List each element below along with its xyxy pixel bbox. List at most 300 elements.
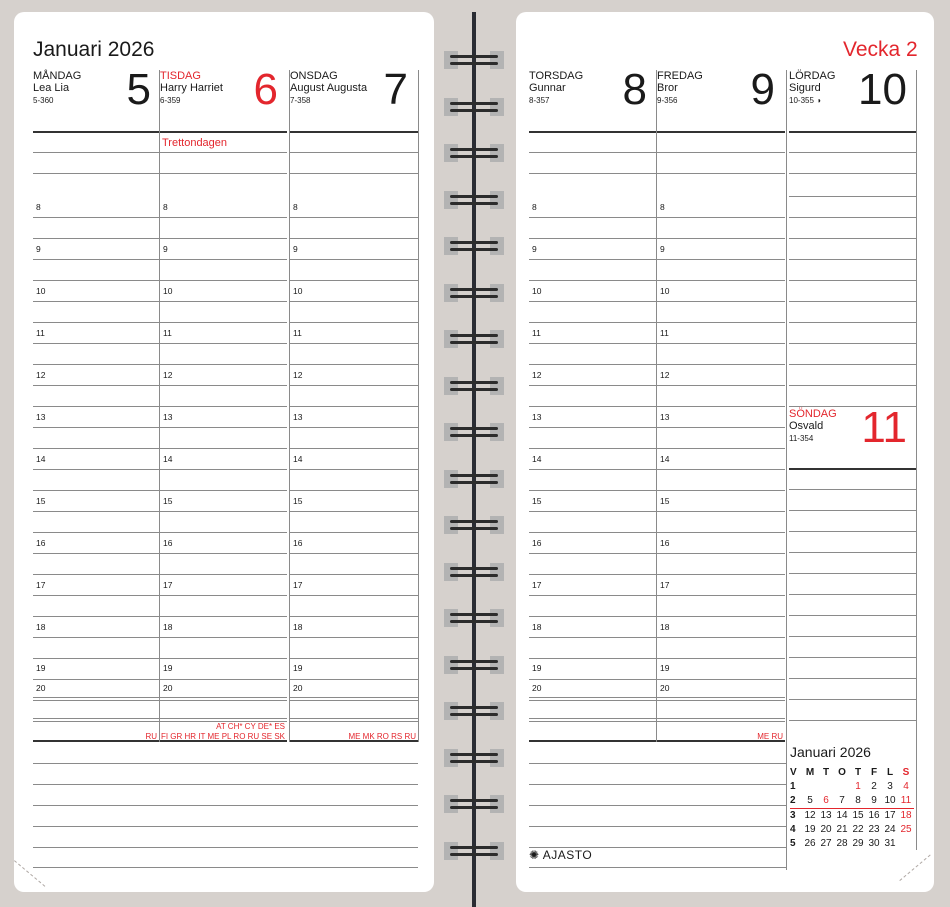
calendar-day: 30 (868, 838, 880, 849)
country-note: ME MK RO RS RU (348, 732, 416, 741)
hour-label: 16 (293, 538, 303, 548)
ruled-line (529, 152, 656, 153)
brand-name: AJASTO (542, 848, 593, 862)
ruled-line (789, 468, 916, 470)
ring-wire (450, 155, 498, 158)
hour-label: 12 (163, 370, 173, 380)
ruled-line (290, 173, 418, 174)
calendar-day: 31 (884, 838, 896, 849)
ruled-line (657, 173, 785, 174)
ruled-line (160, 259, 287, 260)
hour-label: 12 (293, 370, 303, 380)
hour-label: 11 (293, 328, 302, 338)
name-day: August Augusta (290, 82, 368, 94)
ring-hole-right (490, 795, 504, 813)
ring-hole-right (490, 377, 504, 395)
ruled-line (789, 594, 916, 595)
calendar-day: 22 (852, 824, 864, 835)
ring-hole-left (444, 656, 458, 674)
day-header (657, 65, 779, 120)
calendar-day: 27 (820, 838, 832, 849)
ruled-line (290, 511, 418, 512)
ruled-line (160, 131, 287, 133)
hour-label: 16 (163, 538, 173, 548)
ruled-line (529, 867, 786, 868)
ring-hole-left (444, 377, 458, 395)
ruled-line (33, 718, 159, 719)
hour-label: 8 (163, 202, 168, 212)
day-of-year: 9-356 (657, 96, 678, 105)
column-divider (656, 70, 657, 742)
ring-wire (450, 667, 498, 670)
ruled-line (290, 343, 418, 344)
hour-label: 10 (163, 286, 173, 296)
ruled-line (657, 238, 785, 239)
ruled-line (789, 343, 916, 344)
hour-label: 15 (660, 496, 670, 506)
ruled-line (33, 343, 159, 344)
weekday-label: F (870, 767, 878, 778)
ruled-line (657, 259, 785, 260)
ruled-line (290, 595, 418, 596)
day-name: SÖNDAG (789, 408, 837, 420)
ruled-line (33, 867, 418, 868)
ruled-line (160, 574, 287, 575)
ruled-line (789, 196, 916, 197)
mini-calendar-week (790, 823, 914, 837)
hour-label: 15 (293, 496, 303, 506)
ruled-line (33, 173, 159, 174)
ruled-line (33, 322, 159, 323)
ruled-line (529, 553, 656, 554)
ruled-line (657, 511, 785, 512)
hour-label: 18 (163, 622, 173, 632)
ruled-line (657, 343, 785, 344)
ruled-line (529, 385, 656, 386)
ruled-line (789, 552, 916, 553)
column-divider (289, 70, 290, 742)
ruled-line (657, 385, 785, 386)
ruled-line (657, 574, 785, 575)
hour-label: 19 (532, 663, 542, 673)
calendar-day (834, 780, 850, 794)
spiral-ring (444, 841, 504, 861)
ruled-line (657, 427, 785, 428)
date-number: 11 (861, 403, 907, 452)
calendar-day (818, 780, 834, 794)
ring-hole-left (444, 470, 458, 488)
ruled-line (160, 173, 287, 174)
ruled-line (33, 826, 418, 827)
hour-label: 12 (36, 370, 46, 380)
name-day: Osvald (789, 420, 824, 432)
calendar-day: 14 (836, 810, 848, 821)
ruled-line (789, 173, 916, 174)
ruled-line (290, 697, 418, 698)
ruled-line (290, 469, 418, 470)
calendar-day (802, 780, 818, 794)
ruled-line (290, 718, 418, 719)
hour-label: 11 (660, 328, 669, 338)
ruled-line (290, 217, 418, 218)
ring-wire (450, 295, 498, 298)
calendar-day: 24 (884, 824, 896, 835)
ring-wire (450, 574, 498, 577)
ruled-line (33, 131, 159, 133)
ruled-line (657, 301, 785, 302)
ruled-line (789, 301, 916, 302)
calendar-day: 2 (871, 781, 877, 792)
ring-hole-right (490, 656, 504, 674)
ruled-line (33, 490, 159, 491)
ruled-line (33, 847, 418, 848)
hour-label: 10 (532, 286, 542, 296)
ring-wire (450, 102, 498, 105)
ring-hole-left (444, 144, 458, 162)
date-number: 8 (622, 65, 647, 114)
ruled-line (529, 322, 656, 323)
ring-wire (450, 341, 498, 344)
ruled-line (290, 679, 418, 680)
name-day: Harry Harriet (160, 82, 223, 94)
ruled-line (529, 490, 656, 491)
ruled-line (290, 301, 418, 302)
ruled-line (160, 217, 287, 218)
calendar-day: 29 (852, 838, 864, 849)
hour-label: 11 (163, 328, 172, 338)
week-number: 4 (790, 824, 796, 835)
ring-hole-right (490, 702, 504, 720)
ruled-line (160, 595, 287, 596)
ruled-line (33, 511, 159, 512)
spiral-ring (444, 143, 504, 163)
ring-hole-left (444, 842, 458, 860)
ring-wire (450, 799, 498, 802)
ruled-line (160, 448, 287, 449)
ruled-line (789, 573, 916, 574)
spiral-ring (444, 329, 504, 349)
ruled-line (657, 553, 785, 554)
ring-hole-left (444, 516, 458, 534)
hour-label: 13 (36, 412, 46, 422)
name-day: Bror (657, 82, 678, 94)
day-header (33, 65, 155, 120)
ruled-line (789, 385, 916, 386)
ruled-line (789, 510, 916, 511)
ruled-line (160, 385, 287, 386)
ruled-line (529, 173, 656, 174)
ruled-line (529, 595, 656, 596)
ruled-line (657, 131, 785, 133)
ruled-line (657, 616, 785, 617)
week-number: 5 (790, 838, 796, 849)
ruled-line (290, 616, 418, 617)
ring-hole-left (444, 330, 458, 348)
calendar-day: 6 (818, 794, 834, 809)
ruled-line (290, 658, 418, 659)
hour-label: 14 (532, 454, 542, 464)
day-of-year: 10-355 ◑ (789, 96, 821, 105)
week-number: 3 (790, 810, 796, 821)
date-number: 7 (383, 65, 408, 114)
ruled-line (33, 427, 159, 428)
ruled-line (529, 574, 656, 575)
calendar-day (898, 837, 914, 851)
ruled-line (789, 699, 916, 700)
ruled-line (33, 700, 159, 701)
ring-hole-right (490, 330, 504, 348)
calendar-day: 3 (887, 781, 893, 792)
hour-label: 17 (163, 580, 173, 590)
weekday-label: L (886, 767, 894, 778)
ruled-line (160, 152, 287, 153)
hour-label: 13 (660, 412, 670, 422)
spiral-ring (444, 701, 504, 721)
ruled-line (33, 301, 159, 302)
weekday-label: S (902, 767, 910, 778)
ruled-line (160, 238, 287, 239)
ring-wire (450, 288, 498, 291)
weekday-label: O (838, 767, 846, 778)
calendar-day: 28 (836, 838, 848, 849)
ruled-line (529, 301, 656, 302)
calendar-day: 16 (868, 810, 880, 821)
ruled-line (33, 595, 159, 596)
hour-label: 9 (532, 244, 537, 254)
ruled-line (290, 700, 418, 701)
ring-hole-left (444, 609, 458, 627)
ruled-line (33, 679, 159, 680)
ring-wire (450, 148, 498, 151)
hour-label: 19 (293, 663, 303, 673)
country-note: RU (145, 732, 157, 741)
ring-wire (450, 846, 498, 849)
ruled-line (529, 658, 656, 659)
ring-hole-left (444, 284, 458, 302)
hour-label: 12 (532, 370, 542, 380)
hour-label: 12 (660, 370, 670, 380)
calendar-day: 8 (850, 794, 866, 809)
day-name: TISDAG (160, 70, 201, 82)
ruled-line (529, 364, 656, 365)
weekday-label: T (854, 767, 862, 778)
date-number: 5 (126, 65, 151, 114)
ruled-line (657, 697, 785, 698)
hour-label: 20 (660, 683, 670, 693)
ring-hole-left (444, 237, 458, 255)
ring-hole-left (444, 749, 458, 767)
ruled-line (529, 448, 656, 449)
ruled-line (657, 679, 785, 680)
ruled-line (33, 637, 159, 638)
ruled-line (160, 343, 287, 344)
ring-wire (450, 388, 498, 391)
spiral-ring (444, 794, 504, 814)
hour-label: 15 (36, 496, 46, 506)
weekday-label: M (805, 767, 815, 778)
day-of-year: 11-354 (789, 434, 814, 443)
ruled-line (789, 636, 916, 637)
ruled-line (33, 448, 159, 449)
hour-label: 19 (163, 663, 173, 673)
hour-label: 18 (293, 622, 303, 632)
ruled-line (529, 280, 656, 281)
ring-hole-left (444, 563, 458, 581)
hour-label: 9 (163, 244, 168, 254)
hour-label: 9 (293, 244, 298, 254)
hour-label: 9 (36, 244, 41, 254)
mini-calendar-week (790, 780, 914, 794)
ruled-line (290, 721, 418, 722)
ruled-line (657, 364, 785, 365)
hour-label: 8 (660, 202, 665, 212)
ruled-line (529, 616, 656, 617)
ruled-line (789, 280, 916, 281)
ring-wire (450, 520, 498, 523)
calendar-day: 20 (820, 824, 832, 835)
ruled-line (290, 259, 418, 260)
ruled-line (33, 616, 159, 617)
ruled-line (529, 697, 656, 698)
calendar-day: 7 (834, 794, 850, 809)
column-divider (786, 70, 787, 870)
ruled-line (657, 322, 785, 323)
hour-label: 11 (532, 328, 541, 338)
calendar-day: 25 (900, 824, 912, 835)
ring-wire (450, 474, 498, 477)
ring-wire (450, 760, 498, 763)
mini-calendar-week (790, 794, 914, 809)
ring-wire (450, 613, 498, 616)
hour-label: 19 (660, 663, 670, 673)
ruled-line (529, 721, 656, 722)
calendar-day: 11 (898, 794, 914, 809)
ruled-line (160, 364, 287, 365)
hour-label: 13 (532, 412, 542, 422)
name-day: Sigurd (789, 82, 821, 94)
ring-hole-right (490, 51, 504, 69)
hour-label: 20 (532, 683, 542, 693)
ruled-line (657, 658, 785, 659)
spiral-ring (444, 283, 504, 303)
hour-label: 18 (36, 622, 46, 632)
day-header (290, 65, 412, 120)
hour-label: 16 (532, 538, 542, 548)
ruled-line (789, 131, 916, 133)
ruled-line (529, 427, 656, 428)
ring-hole-left (444, 795, 458, 813)
ruled-line (657, 532, 785, 533)
day-header (529, 65, 651, 120)
ruled-line (789, 720, 916, 721)
ring-hole-right (490, 423, 504, 441)
ruled-line (33, 280, 159, 281)
mini-calendar-week (790, 809, 914, 824)
ring-wire (450, 334, 498, 337)
ruled-line (160, 679, 287, 680)
ruled-line (290, 152, 418, 153)
ring-wire (450, 806, 498, 809)
ruled-line (290, 637, 418, 638)
hour-label: 14 (660, 454, 670, 464)
calendar-day: 18 (900, 810, 912, 821)
ruled-line (160, 301, 287, 302)
ruled-line (789, 259, 916, 260)
calendar-day: 26 (804, 838, 816, 849)
hour-label: 17 (660, 580, 670, 590)
ruled-line (529, 469, 656, 470)
spiral-ring (444, 748, 504, 768)
calendar-day: 5 (802, 794, 818, 809)
ruled-line (529, 343, 656, 344)
hour-label: 8 (532, 202, 537, 212)
hour-label: 10 (36, 286, 46, 296)
ring-wire (450, 381, 498, 384)
ruled-line (529, 826, 786, 827)
ruled-line (33, 574, 159, 575)
ruled-line (290, 131, 418, 133)
ruled-line (33, 697, 159, 698)
hour-label: 17 (532, 580, 542, 590)
ruled-line (529, 679, 656, 680)
country-note: AT CH* CY DE* ES (216, 722, 285, 731)
calendar-day: 19 (804, 824, 816, 835)
ruled-line (160, 616, 287, 617)
ruled-line (657, 217, 785, 218)
day-name: LÖRDAG (789, 70, 836, 82)
weekday-label: T (822, 767, 830, 778)
ruled-line (160, 427, 287, 428)
ruled-line (33, 740, 159, 742)
ruled-line (529, 805, 786, 806)
ruled-line (33, 152, 159, 153)
ruled-line (290, 448, 418, 449)
hour-label: 8 (36, 202, 41, 212)
ruled-line (529, 259, 656, 260)
spiral-ring (444, 190, 504, 210)
spiral-ring (444, 50, 504, 70)
hour-label: 15 (532, 496, 542, 506)
ruled-line (160, 553, 287, 554)
ruled-line (33, 658, 159, 659)
ruled-line (657, 718, 785, 719)
ruled-line (160, 700, 287, 701)
ruled-line (290, 532, 418, 533)
ruled-line (33, 721, 159, 722)
ring-wire (450, 706, 498, 709)
column-divider (159, 70, 160, 742)
spiral-ring (444, 608, 504, 628)
calendar-day: 1 (855, 781, 861, 792)
ruled-line (160, 637, 287, 638)
name-day: Lea Lia (33, 82, 70, 94)
brand-logo: ✺ AJASTO (529, 848, 593, 862)
hour-label: 19 (36, 663, 46, 673)
day-name: ONSDAG (290, 70, 338, 82)
ruled-line (657, 448, 785, 449)
ruled-line (529, 238, 656, 239)
ruled-line (657, 595, 785, 596)
ruled-line (789, 678, 916, 679)
ring-wire (450, 109, 498, 112)
date-number: 6 (253, 65, 278, 114)
ring-wire (450, 195, 498, 198)
spiral-ring (444, 376, 504, 396)
column-divider (418, 70, 419, 742)
ring-wire (450, 241, 498, 244)
ring-wire (450, 55, 498, 58)
ruled-line (529, 763, 786, 764)
